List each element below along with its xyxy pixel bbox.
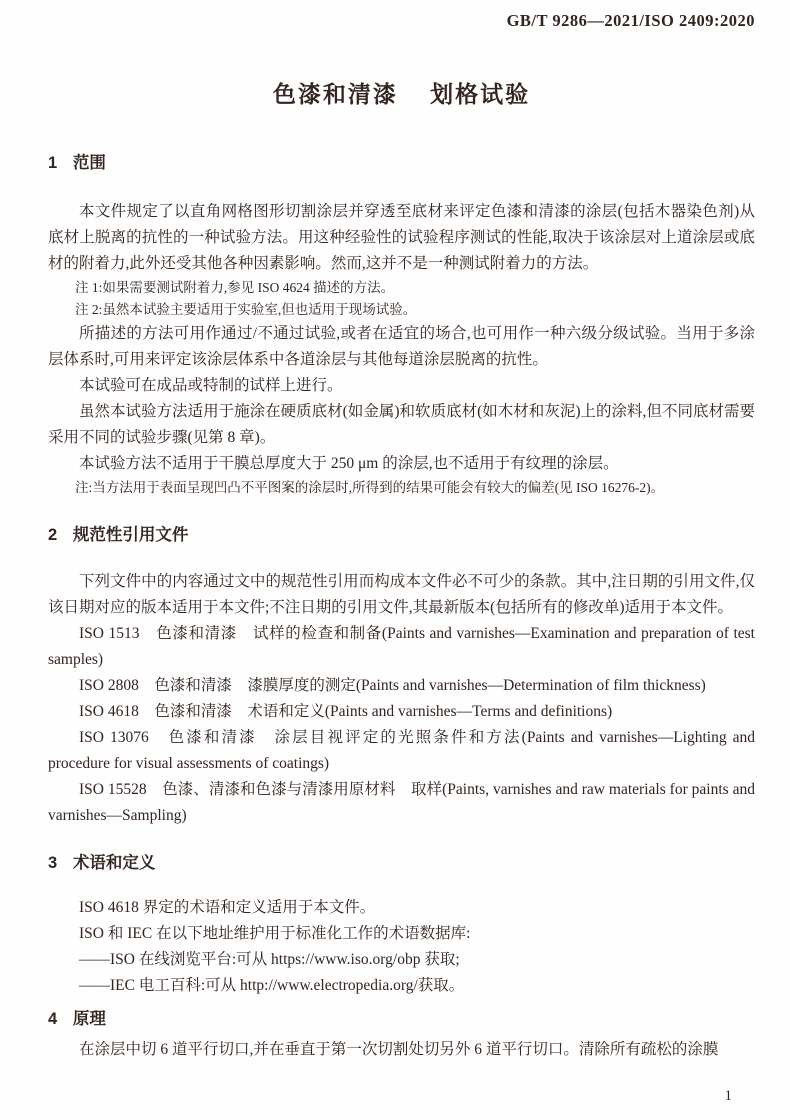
reference-item: ISO 2808 色漆和清漆 漆膜厚度的测定(Paints and varnishes—Determination of film thickness) [79,677,706,694]
scope-paragraph: 本文件规定了以直角网格图形切割涂层并穿透至底材来评定色漆和清漆的涂层(包括木器染色剂)从底材上脱离的抗性的一种试验方法。用这种经验性的试验程序测试的性能,取决于该涂层对上道涂层或底材的附着力,此外还受其他各种因素影响。然而,这并不是一种测试附着力的方法。 [48,203,755,272]
reference-item: ISO 15528 色漆、清漆和色漆与清漆用原材料 取样(Paints, varnishes and raw materials for paints and varnishes—Sampling) [48,781,755,824]
section-1-number: 1 [48,154,58,172]
section-3-heading [48,851,755,875]
reference-item: ISO 13076 色漆和清漆 涂层目视评定的光照条件和方法(Paints and varnishes—Lighting and procedure for visual assessments of coatings) [48,729,755,772]
page-number: 1 [724,1088,732,1104]
doc-title [48,79,755,109]
body-paragraph: 本试验方法不适用于干膜总厚度大于 250 μm 的涂层,也不适用于有纹理的涂层。 [79,455,619,472]
doc-title-part1: 色漆和清漆 [272,81,398,107]
section-1-heading [48,151,755,175]
dash-list-item: ——IEC 电工百科:可从 http://www.electropedia.org/获取。 [79,977,465,994]
doc-title-part2: 划格试验 [430,81,531,107]
body-paragraph: ISO 和 IEC 在以下地址维护用于标准化工作的术语数据库: [79,925,471,942]
section-4-heading [48,1007,755,1031]
body-paragraph: 在涂层中切 6 道平行切口,并在垂直于第一次切割处切另外 6 道平行切口。清除所有疏松的涂膜 [79,1041,719,1058]
section-3-number: 3 [48,854,58,872]
dash-list-item: ——ISO 在线浏览平台:可从 https://www.iso.org/obp 获取; [79,951,460,968]
section-2-title: 规范性引用文件 [72,526,189,544]
section-3-title: 术语和定义 [72,854,156,872]
section-2-heading [48,523,755,547]
body-paragraph: 所描述的方法可用作通过/不通过试验,或者在适宜的场合,也可用作一种六级分级试验。当用于多涂层体系时,可用来评定该涂层体系中各道涂层与其他每道涂层脱离的抗性。 [48,325,755,368]
reference-item: ISO 4618 色漆和清漆 术语和定义(Paints and varnishes—Terms and definitions) [79,703,613,720]
body-paragraph: ISO 4618 界定的术语和定义适用于本文件。 [79,899,376,916]
reference-item: ISO 1513 色漆和清漆 试样的检查和制备(Paints and varnishes—Examination and preparation of test samples) [48,625,755,668]
note-paragraph: 注 2:虽然本试验主要适用于实验室,但也适用于现场试验。 [75,302,417,317]
note-paragraph: 注 1:如果需要测试附着力,参见 ISO 4624 描述的方法。 [75,280,395,295]
note-paragraph: 注:当方法用于表面呈现凹凸不平图案的涂层时,所得到的结果可能会有较大的偏差(见 ISO 16276-2)。 [75,480,665,495]
standard-number: GB/T 9286—2021/ISO 2409:2020 [506,11,755,30]
section-4-title: 原理 [72,1010,106,1028]
section-1-title: 范围 [72,154,106,172]
body-paragraph: 下列文件中的内容通过文中的规范性引用而构成本文件必不可少的条款。其中,注日期的引用文件,仅该日期对应的版本适用于本文件;不注日期的引用文件,其最新版本(包括所有的修改单)适用于本文件。 [48,573,755,616]
section-2-number: 2 [48,526,58,544]
body-paragraph: 本试验可在成品或特制的试样上进行。 [79,377,343,394]
body-paragraph: 虽然本试验方法适用于施涂在硬质底材(如金属)和软质底材(如木材和灰泥)上的涂料,但不同底材需要采用不同的试验步骤(见第 8 章)。 [48,403,755,446]
section-4-number: 4 [48,1010,58,1028]
